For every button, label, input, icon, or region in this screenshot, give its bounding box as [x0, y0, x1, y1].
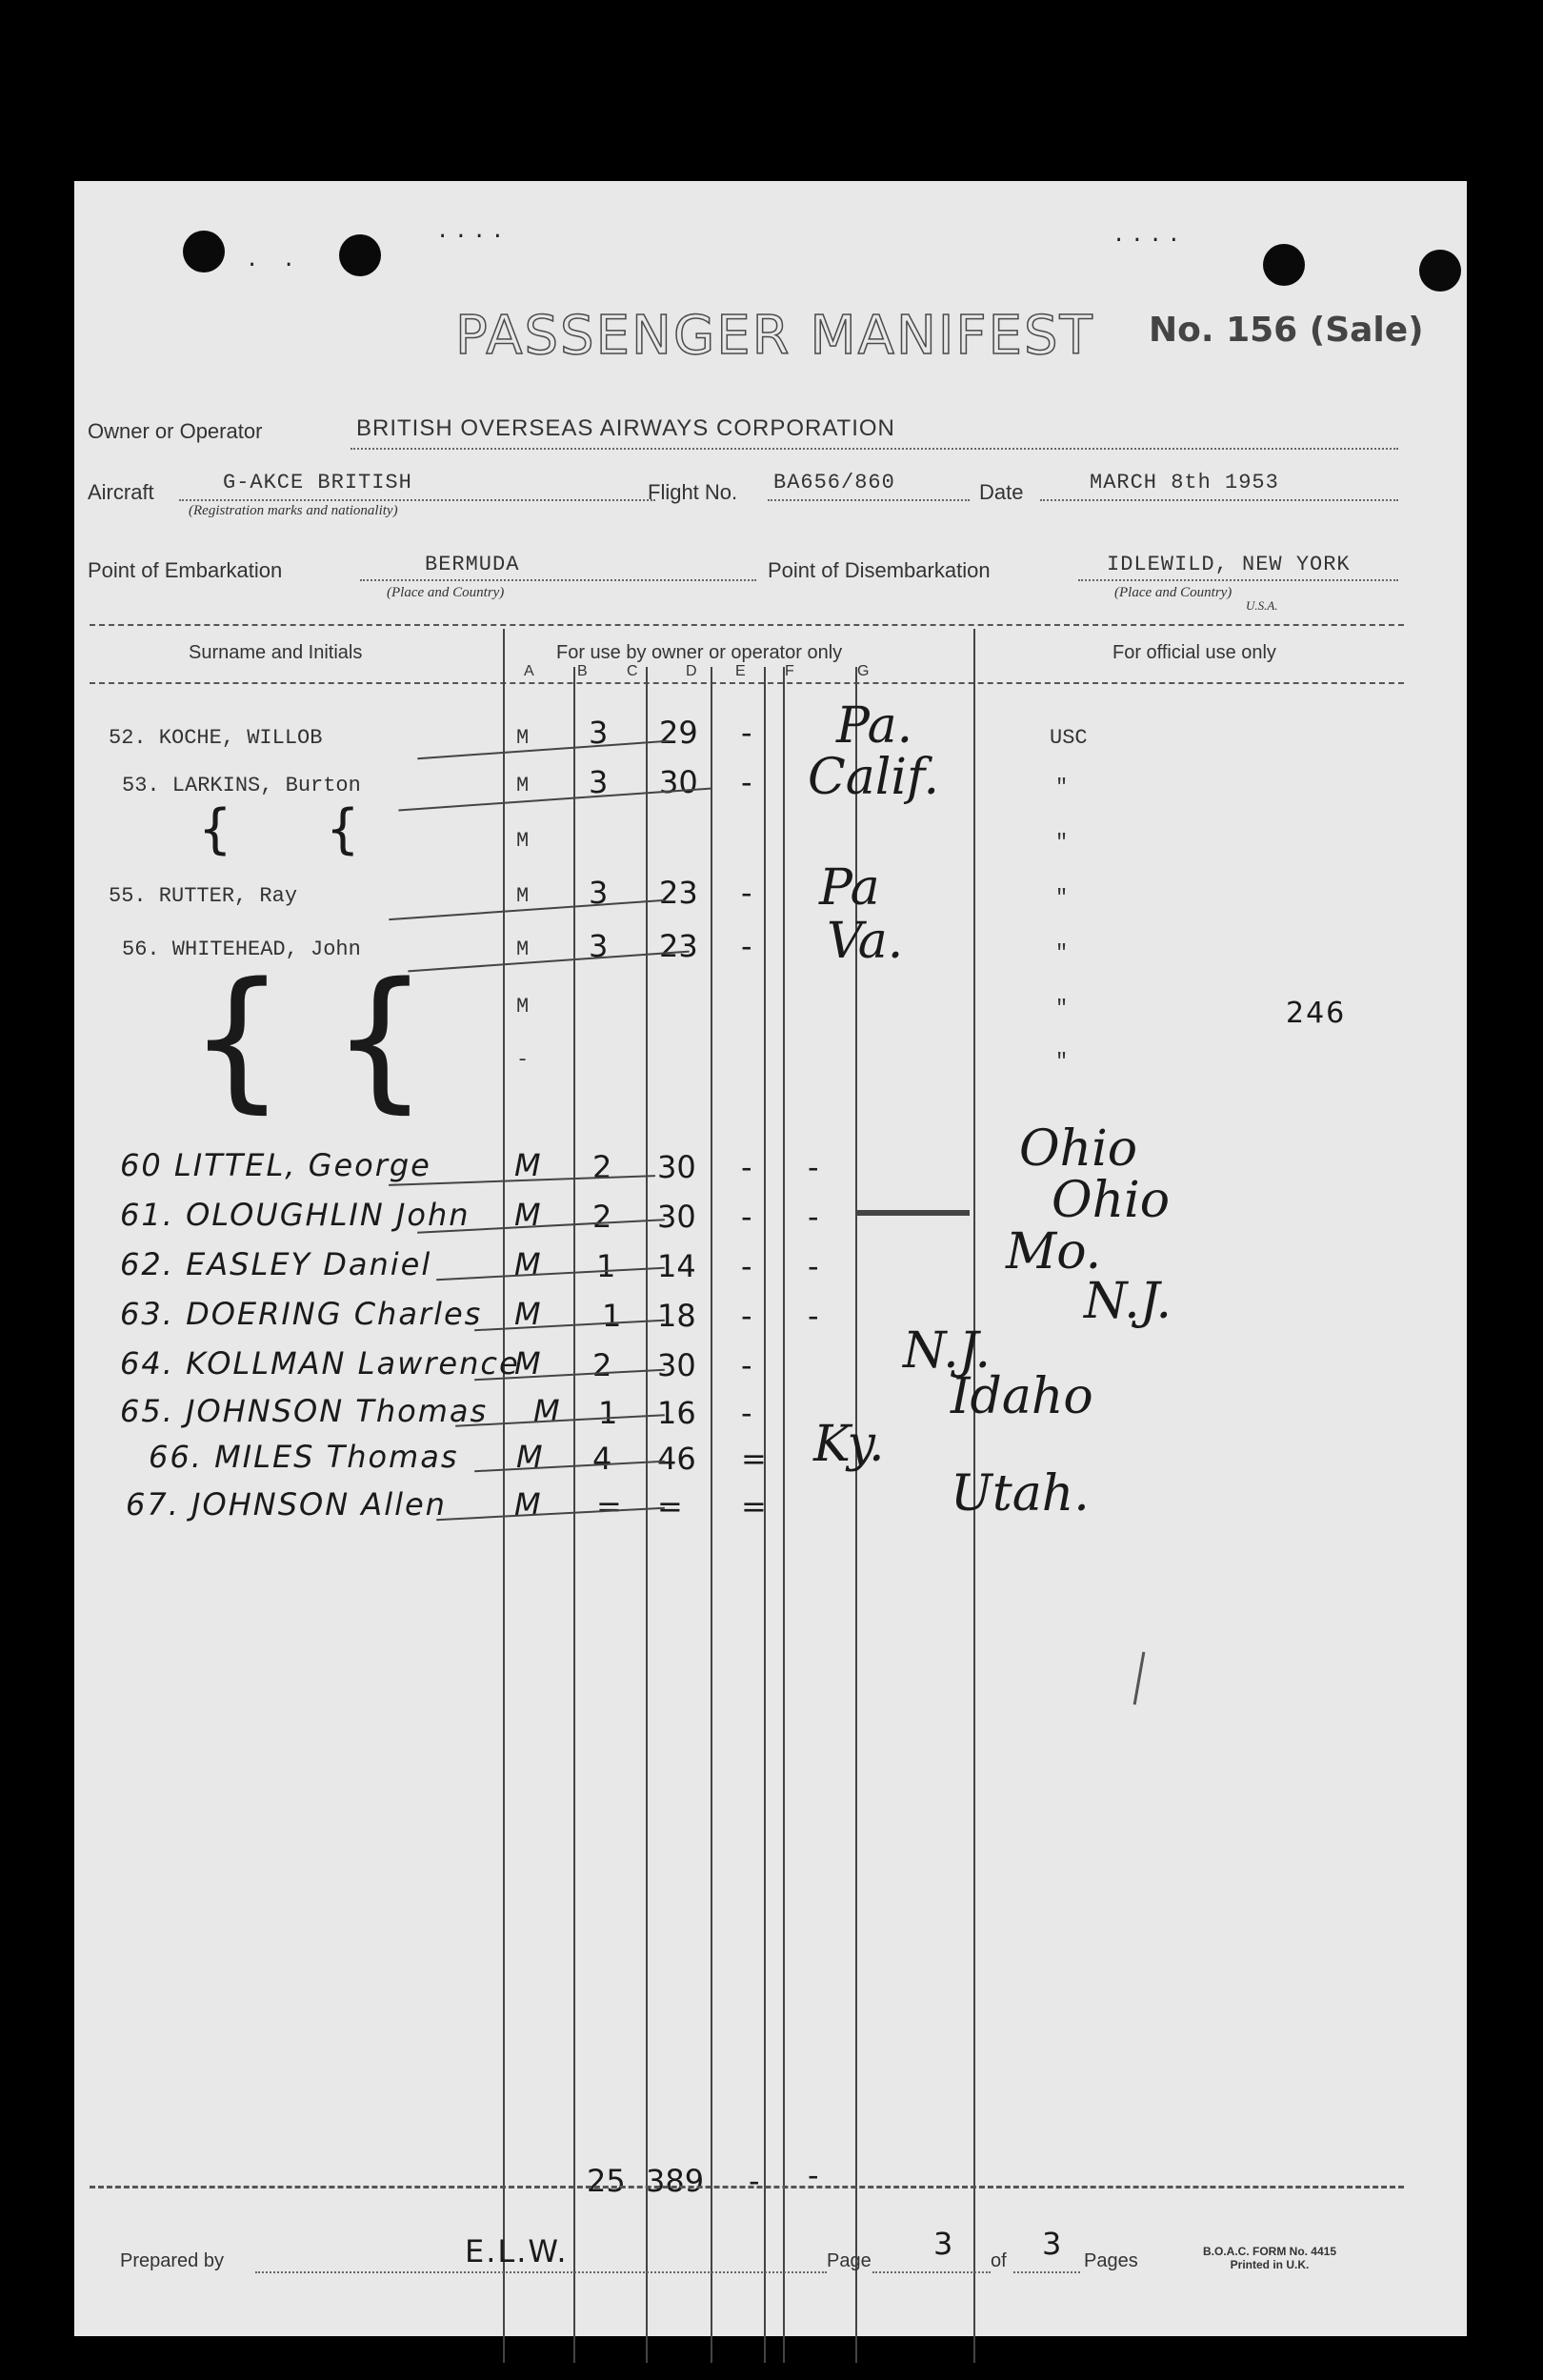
- col-divider: [783, 667, 785, 2363]
- table-row-e: -: [741, 715, 752, 751]
- table-row-f: -: [808, 1248, 819, 1284]
- owner-value: BRITISH OVERSEAS AIRWAYS CORPORATION: [356, 415, 895, 441]
- table-row-a: M: [516, 884, 530, 908]
- table-row-b: 3: [589, 715, 609, 751]
- flight-value: BA656/860: [773, 471, 895, 494]
- table-head-rule: [90, 682, 1404, 684]
- table-row-g: N.J.: [903, 1322, 992, 1380]
- flight-line: [768, 499, 970, 501]
- manifest-sheet: [74, 181, 1467, 2336]
- table-row-official: ": [1055, 1050, 1069, 1074]
- table-row-g: Calif.: [808, 749, 939, 806]
- col-divider: [573, 667, 575, 2363]
- owner-line: [351, 448, 1398, 450]
- flight-label: Flight No.: [648, 480, 738, 504]
- table-row-name: 60 LITTEL, George: [120, 1147, 431, 1183]
- of-value: 3: [1042, 2226, 1064, 2262]
- table-row-official: ": [1055, 776, 1069, 799]
- table-row-g: Ohio: [1019, 1120, 1138, 1178]
- table-row-a: M: [516, 938, 530, 961]
- table-row-name: 67. JOHNSON Allen: [126, 1486, 447, 1523]
- table-row-d: 30: [657, 1149, 696, 1185]
- table-row-name: 53. LARKINS, Burton: [122, 774, 361, 797]
- table-row-b: =: [596, 1488, 622, 1524]
- disembark-label: Point of Disembarkation: [768, 558, 991, 582]
- col-header-letter: A: [524, 663, 534, 679]
- table-row-a: M: [516, 1439, 545, 1475]
- table-row-g: Ohio: [1052, 1172, 1171, 1229]
- of-label: of: [991, 2250, 1007, 2271]
- brace-mark: {: [198, 798, 234, 860]
- disembark-value: IDLEWILD, NEW YORK: [1107, 553, 1351, 576]
- pages-label: Pages: [1084, 2250, 1138, 2271]
- table-row-g: Pa.: [836, 697, 913, 755]
- table-row-g: Mo.: [1006, 1223, 1102, 1281]
- table-row-e: -: [741, 1347, 752, 1383]
- form-number: [1189, 2245, 1351, 2271]
- date-line: [1040, 499, 1398, 501]
- table-row-b: 1: [596, 1248, 616, 1284]
- dots-decor: ....: [1112, 223, 1186, 247]
- col-header-name: Surname and Initials: [189, 642, 363, 663]
- table-row-official: ": [1055, 831, 1069, 855]
- table-row-b: 2: [592, 1199, 612, 1235]
- strike-line: [436, 1267, 665, 1281]
- printed-text: Printed in U.K.: [1230, 2258, 1310, 2271]
- dots-decor: ....: [436, 219, 510, 243]
- strike-line: [417, 740, 668, 759]
- aircraft-note: (Registration marks and nationality): [189, 503, 398, 518]
- table-row-e: -: [741, 875, 752, 911]
- table-row-a: M: [533, 1393, 562, 1429]
- table-row-b: 1: [602, 1298, 622, 1334]
- total-e: -: [749, 2163, 760, 2199]
- pencil-mark: [1133, 1652, 1146, 1705]
- table-row-name: 55. RUTTER, Ray: [109, 884, 298, 908]
- table-row-e: -: [741, 1298, 752, 1334]
- table-row-official: ": [1055, 886, 1069, 910]
- table-row-d: 23: [659, 928, 698, 964]
- table-row-g: Idaho: [951, 1368, 1093, 1425]
- total-b: 25: [587, 2163, 626, 2199]
- disembark-line: [1078, 579, 1398, 581]
- col-header-letter: G: [857, 663, 870, 679]
- date-value: MARCH 8th 1953: [1090, 471, 1279, 494]
- table-row-e: -: [741, 928, 752, 964]
- prepared-label: Prepared by: [120, 2250, 224, 2271]
- table-row-d: 29: [659, 715, 698, 751]
- punch-hole: [1263, 244, 1305, 286]
- table-row-g: Utah.: [951, 1465, 1090, 1523]
- brace-mark: {: [326, 798, 362, 860]
- embark-note: (Place and Country): [387, 585, 505, 600]
- table-row-a: M: [514, 1246, 543, 1282]
- owner-label: Owner or Operator: [88, 419, 263, 443]
- table-row-f: -: [808, 1149, 819, 1185]
- disembark-note: (Place and Country): [1114, 585, 1232, 600]
- brace-mark: {: [189, 949, 288, 1127]
- table-row-f: -: [808, 1298, 819, 1334]
- table-row-b: 3: [589, 928, 609, 964]
- col-divider: [646, 667, 648, 2363]
- embark-line: [360, 579, 756, 581]
- total-d: 389: [646, 2163, 705, 2199]
- side-number: 246: [1286, 997, 1347, 1030]
- table-row-a: M: [514, 1486, 543, 1523]
- table-row-name: 64. KOLLMAN Lawrence: [120, 1345, 520, 1382]
- table-row-name: 63. DOERING Charles: [120, 1296, 483, 1332]
- table-row-name: 62. EASLEY Daniel: [120, 1246, 432, 1282]
- table-row-name: 65. JOHNSON Thomas: [120, 1393, 489, 1429]
- aircraft-label: Aircraft: [88, 480, 154, 504]
- aircraft-value: G-AKCE BRITISH: [223, 471, 412, 494]
- page-line: [872, 2271, 991, 2273]
- page-value: 3: [933, 2226, 955, 2262]
- col-header-letter: D: [686, 663, 697, 679]
- col-divider: [503, 629, 505, 2363]
- table-top-rule: [90, 624, 1404, 626]
- manifest-number: No. 156 (Sale): [1149, 311, 1424, 350]
- table-row-e: =: [741, 1441, 767, 1477]
- punch-hole: [339, 234, 381, 276]
- punch-hole: [1419, 250, 1461, 292]
- table-row-e: =: [741, 1488, 767, 1524]
- date-label: Date: [979, 480, 1024, 504]
- table-row-e: -: [741, 1149, 752, 1185]
- table-bottom-rule: [90, 2186, 1404, 2188]
- table-row-name: 61. OLOUGHLIN John: [120, 1197, 471, 1233]
- col-divider: [711, 667, 712, 2363]
- col-header-official: For official use only: [1112, 642, 1276, 663]
- page-label: Page: [827, 2250, 872, 2271]
- form-number-text: B.O.A.C. FORM No. 4415: [1202, 2245, 1337, 2258]
- table-row-name: 56. WHITEHEAD, John: [122, 938, 361, 961]
- table-row-d: =: [657, 1488, 683, 1524]
- table-row-official: ": [1055, 941, 1069, 965]
- table-row-g: Pa: [819, 859, 880, 917]
- embark-label: Point of Embarkation: [88, 558, 283, 582]
- table-row-official: USC: [1050, 726, 1088, 750]
- strike-line: [855, 1210, 970, 1216]
- table-row-g: Ky.: [813, 1416, 885, 1473]
- table-row-name: 66. MILES Thomas: [149, 1439, 459, 1475]
- table-row-official: ": [1055, 997, 1069, 1020]
- table-row-e: -: [741, 1395, 752, 1431]
- embark-value: BERMUDA: [425, 553, 520, 576]
- table-row-name: 52. KOCHE, WILLOB: [109, 726, 323, 750]
- table-row-e: -: [741, 1199, 752, 1235]
- table-row-d: 30: [657, 1199, 696, 1235]
- table-row-e: -: [741, 764, 752, 800]
- table-row-a: M: [516, 995, 530, 1019]
- table-row-a: M: [514, 1296, 543, 1332]
- col-header-letter: C: [627, 663, 638, 679]
- table-row-a: M: [514, 1197, 543, 1233]
- total-f: -: [808, 2157, 819, 2193]
- punch-hole: [183, 231, 225, 272]
- table-row-b: 3: [589, 875, 609, 911]
- col-header-letter: E: [735, 663, 746, 679]
- table-row-d: 46: [657, 1441, 696, 1477]
- prepared-line: [255, 2271, 827, 2273]
- table-row-a: -: [516, 1048, 530, 1072]
- table-row-b: 3: [589, 764, 609, 800]
- table-row-f: -: [808, 1199, 819, 1235]
- table-row-b: 2: [592, 1347, 612, 1383]
- table-row-a: M: [514, 1147, 543, 1183]
- table-row-d: 30: [657, 1347, 696, 1383]
- table-row-d: 14: [657, 1248, 696, 1284]
- table-row-g: Va.: [827, 913, 904, 970]
- dots-decor: . .: [246, 248, 301, 272]
- table-row-b: 4: [592, 1441, 612, 1477]
- disembark-extra: U.S.A.: [1246, 598, 1278, 613]
- col-header-letter: B: [577, 663, 588, 679]
- table-row-a: M: [516, 774, 530, 797]
- strike-line: [436, 1507, 665, 1522]
- table-row-a: M: [516, 829, 530, 853]
- table-row-a: M: [516, 726, 530, 750]
- table-row-d: 23: [659, 875, 698, 911]
- of-line: [1013, 2271, 1080, 2273]
- col-header-operator: For use by owner or operator only: [556, 642, 843, 663]
- prepared-value: E.L.W.: [465, 2233, 569, 2269]
- table-row-g: N.J.: [1084, 1273, 1172, 1330]
- brace-mark: {: [331, 949, 431, 1127]
- table-row-e: -: [741, 1248, 752, 1284]
- table-row-b: 1: [598, 1395, 618, 1431]
- page-title: PASSENGER MANIFEST: [455, 305, 1094, 367]
- table-row-b: 2: [592, 1149, 612, 1185]
- aircraft-line: [179, 499, 655, 501]
- table-row-d: 16: [657, 1395, 696, 1431]
- table-row-a: M: [514, 1345, 543, 1382]
- col-header-letter: F: [785, 663, 794, 679]
- table-row-d: 30: [659, 764, 698, 800]
- table-row-d: 18: [657, 1298, 696, 1334]
